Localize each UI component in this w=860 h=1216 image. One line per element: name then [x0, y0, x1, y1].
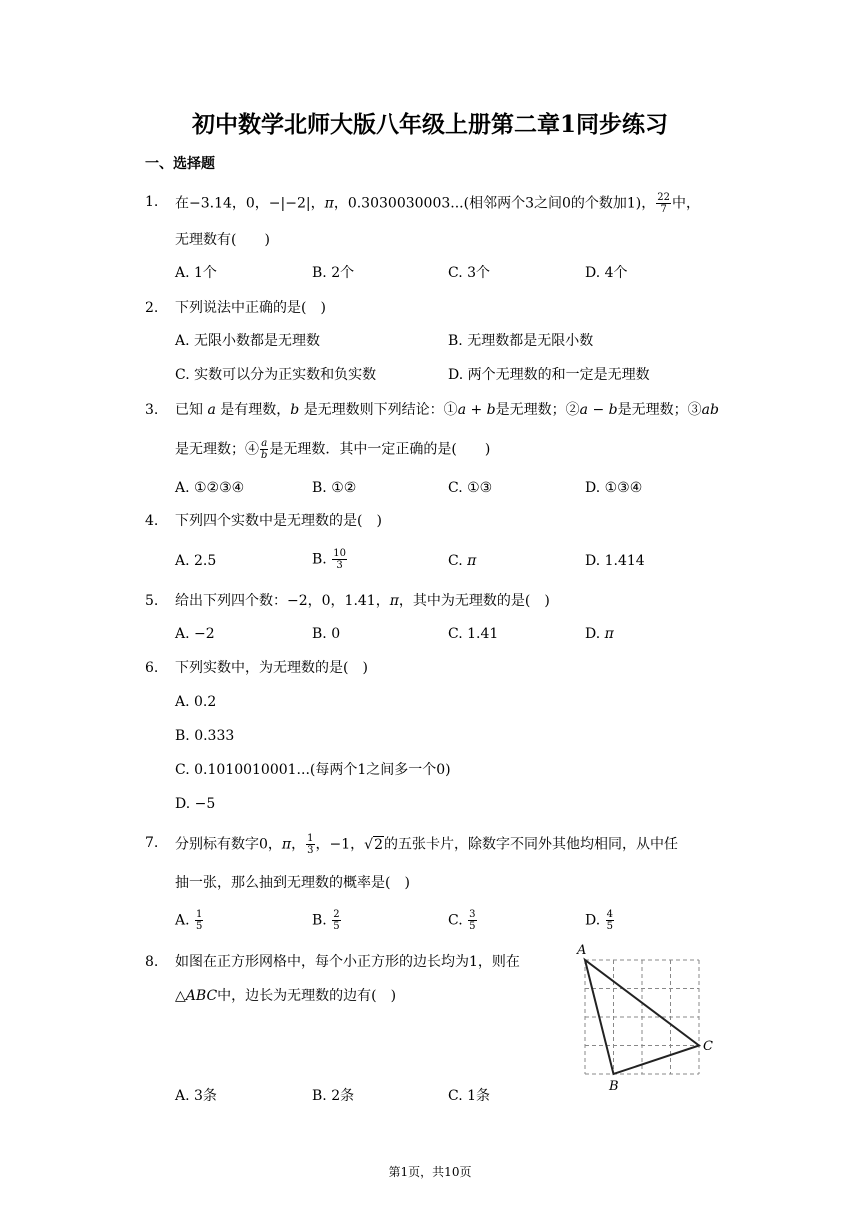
q1-option-a[interactable]: A. 1个	[175, 265, 217, 281]
q3-option-c[interactable]: C. ①③	[448, 480, 493, 496]
q6-option-d[interactable]: D. −5	[175, 796, 216, 812]
q2-option-b[interactable]: B. 无理数都是无限小数	[448, 333, 594, 349]
q2-option-d[interactable]: D. 两个无理数的和一定是无理数	[448, 367, 650, 383]
q8-option-a[interactable]: A. 3条	[175, 1088, 217, 1104]
q8-option-c[interactable]: C. 1条	[448, 1088, 491, 1104]
q1-number: 1.	[145, 194, 159, 210]
q1-stem-line1: 在−3.14，0，−|−2|，π，0.3030030003...(相邻两个3之间0的个数加1)， $\frac{22}{7}$ 中，	[175, 192, 700, 215]
q8-option-b[interactable]: B. 2条	[312, 1088, 355, 1104]
q1-option-d[interactable]: D. 4个	[585, 265, 628, 281]
q5-stem: 给出下列四个数：−2，0，1.41，π，其中为无理数的是( )	[175, 593, 550, 609]
q3-stem-line2: 是无理数；④ $\frac{a}{b}$ 是无理数．其中一定正确的是( )	[175, 438, 491, 461]
q1-option-c[interactable]: C. 3个	[448, 265, 491, 281]
q7-option-a[interactable]: A. $\frac{1}{5}$	[175, 909, 203, 932]
q3-stem-line1: 已知 a 是有理数，b 是无理数则下列结论：①a + b是无理数；②a − b是无理数；③ab	[175, 402, 719, 418]
q7-stem-line1: 分别标有数字0，π， $\frac{1}{3}$ ，−1，√2的五张卡片，除数字不同外其他均相同，从中任	[175, 833, 678, 856]
q8-stem-line2: △ABC中，边长为无理数的边有( )	[175, 988, 397, 1004]
triangle-grid-figure	[575, 940, 725, 1096]
q4-option-a[interactable]: A. 2.5	[175, 553, 217, 569]
q4-option-b[interactable]: B. $\frac{10}{3}$	[312, 548, 346, 571]
q5-number: 5.	[145, 593, 159, 609]
q1-fraction: $\frac{22}{7}$	[657, 192, 670, 215]
q7-number: 7.	[145, 835, 159, 851]
q4-option-c[interactable]: C. π	[448, 553, 477, 569]
q6-option-b[interactable]: B. 0.333	[175, 728, 235, 744]
q3-fraction: $\frac{a}{b}$	[261, 438, 268, 461]
page-title: 初中数学北师大版八年级上册第二章1同步练习	[191, 111, 668, 138]
q3-option-d[interactable]: D. ①③④	[585, 480, 643, 496]
q5-option-c[interactable]: C. 1.41	[448, 626, 499, 642]
q3-option-a[interactable]: A. ①②③④	[175, 480, 245, 496]
q2-number: 2.	[145, 300, 159, 316]
q3-option-b[interactable]: B. ①②	[312, 480, 357, 496]
q5-option-d[interactable]: D. π	[585, 626, 614, 642]
q8-stem-line1: 如图在正方形网格中，每个小正方形的边长均为1，则在	[175, 954, 520, 970]
q4-stem: 下列四个实数中是无理数的是( )	[175, 513, 382, 529]
q5-option-a[interactable]: A. −2	[175, 626, 215, 642]
q3-number: 3.	[145, 402, 159, 418]
q6-option-c[interactable]: C. 0.1010010001...(每两个1之间多一个0)	[175, 762, 451, 778]
sqrt-symbol: √2	[364, 836, 383, 853]
q4-option-d[interactable]: D. 1.414	[585, 553, 645, 569]
q7-option-b[interactable]: B. $\frac{2}{5}$	[312, 909, 340, 932]
vertex-label-b: B	[609, 1079, 619, 1092]
q7-option-d[interactable]: D. $\frac{4}{5}$	[585, 909, 614, 932]
page-footer: 第1页，共10页	[388, 1165, 472, 1179]
q1-option-b[interactable]: B. 2个	[312, 265, 355, 281]
vertex-label-c: C	[703, 1039, 713, 1054]
q6-stem: 下列实数中，为无理数的是( )	[175, 660, 368, 676]
q8-number: 8.	[145, 954, 159, 970]
q2-stem: 下列说法中正确的是( )	[175, 300, 326, 316]
q7-stem-line2: 抽一张，那么抽到无理数的概率是( )	[175, 875, 410, 891]
section-heading: 一、选择题	[145, 156, 215, 172]
q7-option-c[interactable]: C. $\frac{3}{5}$	[448, 909, 476, 932]
vertex-label-a: A	[577, 943, 587, 958]
q2-option-c[interactable]: C. 实数可以分为正实数和负实数	[175, 367, 377, 383]
q6-number: 6.	[145, 660, 159, 676]
q4-number: 4.	[145, 513, 159, 529]
q5-option-b[interactable]: B. 0	[312, 626, 341, 642]
q1-stem-line2: 无理数有( )	[175, 232, 270, 248]
q6-option-a[interactable]: A. 0.2	[175, 694, 217, 710]
q2-option-a[interactable]: A. 无限小数都是无理数	[175, 333, 321, 349]
